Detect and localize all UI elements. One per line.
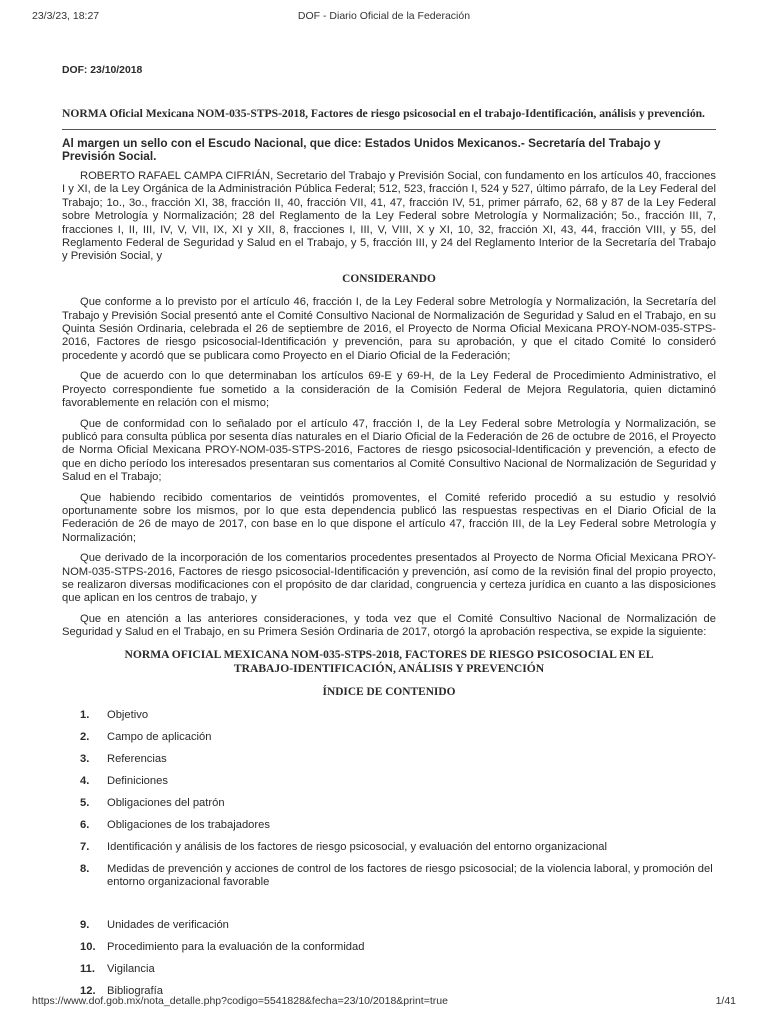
index-heading: ÍNDICE DE CONTENIDO (322, 685, 456, 698)
toc-number: 10. (80, 940, 96, 953)
considerando-paragraph: Que de conformidad con lo señalado por el artículo 47, fracción I, de la Ley Federal sobre Metrología y Normalización, se publicó para consulta pública por sesenta días naturales en el Diario Oficial de la Federación de 26 de octubre de 2016, el Proyecto de Norma Oficial Mexicana PROY-NOM-035-STPS-2016, Factores de riesgo psicosocial-Identificación y prevención, a efecto de que en dicho período los interesados presentaran sus comentarios al Comité Consultivo Nacional de Normalización de Seguridad y Salud en el Trabajo; (62, 417, 716, 484)
title-divider (62, 129, 716, 130)
considerando-paragraph: Que en atención a las anteriores consideraciones, y toda vez que el Comité Consultivo Nacional de Normalización de Seguridad y Salud en el Trabajo, en su Primera Sesión Ordinaria de 2017, otorgó la aprobación respectiva, se expide la siguiente: (62, 612, 716, 639)
toc-number: 4. (80, 775, 90, 787)
toc-number: 7. (80, 841, 90, 853)
toc-item (80, 863, 716, 890)
norma-title: NORMA Oficial Mexicana NOM-035-STPS-2018, Factores de riesgo psicosocial en el trabajo-Identificación, análisis y prevención. (62, 107, 705, 121)
print-header (32, 10, 736, 26)
document-body (62, 64, 716, 1007)
toc-item (80, 753, 716, 766)
intro-paragraph: ROBERTO RAFAEL CAMPA CIFRIÁN, Secretario del Trabajo y Previsión Social, con fundamento en los artículos 40, fracciones I y XI, de la Ley Orgánica de la Administración Pública Federal; 512, 523, fracción I, 524 y 527, último párrafo, de la Ley Federal del Trabajo; 1o., 3o., fracción XI, 38, fracción II, 40, fracción VII, 41, 47, fracción IV, 51, primer párrafo, 62, 68 y 87 de la Ley Federal sobre Metrología y Normalización; 28 del Reglamento de la Ley Federal sobre Metrología y Normalización; 5o., fracción III, 7, fracciones I, II, III, IV, V, VII, IX, XI y XII, 8, fracciones I, III, V, VIII, X y XI, 10, 32, fracción XI, 43, 44, fracción VIII, y 55, del Reglamento Federal de Seguridad y Salud en el Trabajo, y 5, fracción III, y 24 del Reglamento Interior de la Secretaría del Trabajo y Previsión Social, y (62, 170, 716, 263)
toc-number: 12. (80, 984, 96, 997)
norma-heading (62, 648, 716, 676)
toc-item (80, 819, 716, 832)
toc-item (80, 941, 716, 954)
toc-number: 6. (80, 819, 90, 831)
toc-label: Identificación y análisis de los factores de riesgo psicosocial, y evaluación del entorno organizacional (107, 841, 607, 853)
toc-number: 3. (80, 753, 90, 765)
print-footer (32, 995, 736, 1011)
toc-item (80, 775, 716, 788)
considerando-heading: CONSIDERANDO (342, 272, 436, 285)
toc-number: 11. (80, 962, 95, 975)
print-url: https://www.dof.gob.mx/nota_detalle.php?codigo=5541828&fecha=23/10/2018&print=true (32, 995, 448, 1007)
considerando-paragraph: Que conforme a lo previsto por el artículo 46, fracción I, de la Ley Federal sobre Metrología y Normalización, la Secretaría del Trabajo y Previsión Social presentó ante el Comité Consultivo Nacional de Normalización de Seguridad y Salud en el Trabajo, en su Quinta Sesión Ordinaria, celebrada el 26 de septiembre de 2016, el Proyecto de Norma Oficial Mexicana PROY-NOM-035-STPS-2016, Factores de riesgo psicosocial-Identificación y prevención, para su aprobación, y que el citado Comité lo consideró procedente y acordó que se publicara como Proyecto en el Diario Oficial de la Federación; (62, 296, 716, 362)
toc-label: Medidas de prevención y acciones de control de los factores de riesgo psicosocial; de la violencia laboral, y promoción del entorno organizacional favorable (107, 863, 713, 889)
toc-number: 9. (80, 918, 90, 931)
toc-number: 5. (80, 797, 90, 809)
toc-label: Procedimiento para la evaluación de la conformidad (107, 940, 365, 953)
dof-date: DOF: 23/10/2018 (62, 65, 143, 76)
toc-item (80, 963, 716, 976)
toc-label: Referencias (107, 753, 167, 765)
norma-heading-line1: NORMA OFICIAL MEXICANA NOM-035-STPS-2018, FACTORES DE RIESGO PSICOSOCIAL EN EL (124, 647, 654, 661)
toc-label: Bibliografía (107, 984, 163, 997)
toc-item (80, 797, 716, 810)
toc-item (80, 709, 716, 722)
norma-heading-line2: TRABAJO-IDENTIFICACIÓN, ANÁLISIS Y PREVENCIÓN (233, 661, 545, 675)
toc-label: Obligaciones de los trabajadores (107, 819, 270, 831)
considerando-paragraph: Que derivado de la incorporación de los comentarios procedentes presentados al Proyecto de Norma Oficial Mexicana PROY-NOM-035-STPS-2016, Factores de riesgo psicosocial-Identificación y prevención, así como de la revisión final del propio proyecto, se realizaron diversas modificaciones con el propósito de dar claridad, congruencia y certeza jurídica en cuanto a las disposiciones que aplican en los centros de trabajo, y (62, 552, 716, 605)
toc-label: Definiciones (107, 775, 168, 787)
print-datetime: 23/3/23, 18:27 (32, 10, 100, 22)
toc-number: 2. (80, 731, 90, 743)
table-of-contents (80, 709, 716, 998)
toc-label: Unidades de verificación (107, 918, 229, 931)
print-page-title: DOF - Diario Oficial de la Federación (297, 10, 471, 22)
margen-sello: Al margen un sello con el Escudo Nacional, que dice: Estados Unidos Mexicanos.- Secretaría del Trabajo y Previsión Social. (62, 135, 661, 164)
print-page-number: 1/41 (715, 995, 736, 1007)
toc-number: 1. (80, 709, 90, 721)
considerando-paragraph: Que habiendo recibido comentarios de veintidós promoventes, el Comité referido procedió a su estudio y resolvió oportunamente sobre los mismos, por lo que esta dependencia publicó las respuestas respectivas en el Diario Oficial de la Federación de 26 de mayo de 2017, con base en lo que dispone el artículo 47, fracción III, de la Ley Federal sobre Metrología y Normalización; (62, 491, 716, 544)
toc-item (80, 919, 716, 932)
toc-number: 8. (80, 863, 90, 875)
toc-label: Objetivo (107, 709, 149, 721)
toc-item (80, 841, 716, 854)
considerando-paragraph: Que de acuerdo con lo que determinaban los artículos 69-E y 69-H, de la Ley Federal de Procedimiento Administrativo, el Proyecto correspondiente fue sometido a la consideración de la Comisión Federal de Mejora Regulatoria, quien dictaminó favorablemente en relación con el mismo; (62, 370, 716, 410)
toc-label: Vigilancia (107, 962, 155, 975)
toc-item (80, 731, 716, 744)
toc-label: Campo de aplicación (107, 731, 212, 743)
toc-label: Obligaciones del patrón (107, 797, 225, 809)
